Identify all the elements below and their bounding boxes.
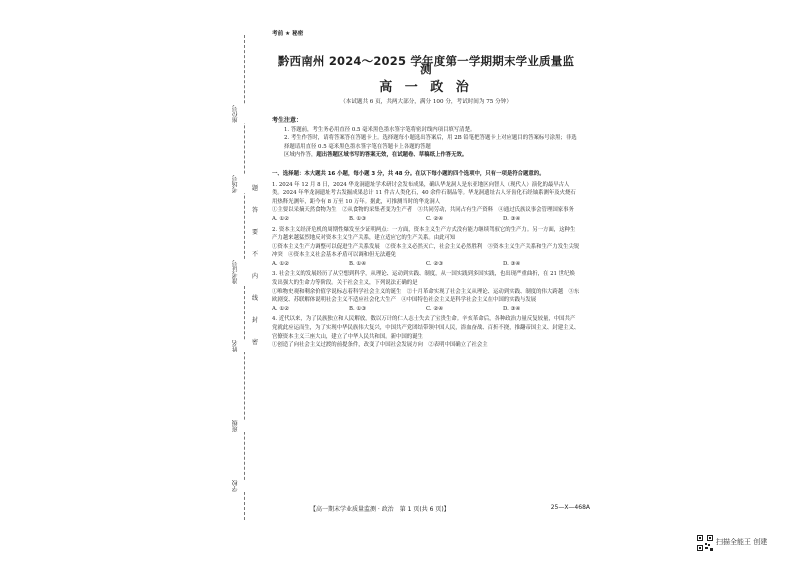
option-c: C. ②④ (426, 305, 444, 312)
answer-options (272, 305, 580, 314)
notice-block (272, 117, 580, 160)
footer-page-info: 【高一期末学业质量监测 · 政治 第 1 页(共 6 页)】 (310, 506, 450, 513)
option-a: A. ①② (272, 305, 289, 312)
exam-room-label: 考场号 (232, 175, 256, 193)
seal-warning (249, 180, 261, 360)
seal-char: 封 (251, 317, 258, 324)
seat-number-label: 座位号 (232, 105, 256, 123)
question-choices: ①唯物史观和剩余价值学说标志着科学社会主义的诞生 ②十月革命实现了社会主义从理论、运动到实践、制度的伟大跨越 ③东欧剧变、苏联解体说明社会主义不适应社会化大生产 ④中国特色社会主义是科学社会主义在中国的实践与发展 (272, 288, 580, 304)
seal-char: 不 (251, 251, 258, 258)
option-c: C. ②④ (426, 215, 444, 222)
scanner-watermark: 扫描全能王 创建 (716, 538, 768, 546)
question-2 (272, 226, 580, 269)
option-a: A. ①② (272, 260, 289, 267)
seal-char: 密 (251, 339, 258, 346)
section-heading: 一、选择题：本大题共 16 小题，每小题 3 分，共 48 分。在以下每小题的四个选项中，只有一项是符合题意的。 (272, 170, 545, 177)
answer-options (272, 215, 580, 224)
option-a: A. ①② (272, 215, 289, 222)
confidential-badge: 考前 ★ 秘密 (272, 31, 304, 37)
notice-emphasis: 超出答题区域书写的答案无效，在试题卷、草稿纸上作答无效。 (316, 152, 468, 159)
question-stem: 4. 近代以来，为了民族独立和人民解放，数以万计的仁人志士失去了宝贵生命。辛亥革命后，各种政治力量反复较量，中国共产党就此应运而生，为了实现中华民族伟大复兴，中国共产党团结带领中国人民，浴血奋战、百折不挠，推翻帝国主义、封建主义、官僚资本主义三座大山，建立了中华人民共和国。新中国的诞生 (272, 316, 580, 340)
notice-heading: 考生注意： (272, 116, 303, 124)
notice-item: 2. 考生作答时，请将答案答在答题卡上。选择题每小题选出答案后，用 2B 铅笔把答题卡上对应题目的答案标号涂黑；非选择题请用直径 0.5 毫米黑色墨水签字笔在答题卡上各题的答题 (284, 135, 577, 150)
seal-char: 题 (251, 185, 258, 192)
seal-char: 答 (251, 207, 258, 214)
option-b: B. ①③ (349, 215, 367, 222)
notice-item (284, 151, 580, 160)
option-d: D. ③④ (503, 215, 521, 222)
option-b: B. ①③ (349, 305, 367, 312)
seal-char: 要 (251, 229, 258, 236)
question-stem: 3. 社会主义的发展经历了从空想到科学，从理论、运动到实践、制度，从一国实践到多国实践，也出现严重曲折，在 21 世纪焕发出强大的生命力等阶段。关于社会主义，下列说法正确的是 (272, 271, 575, 287)
option-b: B. ①④ (349, 260, 367, 267)
name-label: 姓名 (232, 340, 256, 352)
option-c: C. ②③ (426, 260, 444, 267)
exam-meta: （本试题共 6 页，共两大部分，满分 100 分，考试时间为 75 分钟） (340, 99, 512, 106)
answer-options (272, 260, 580, 269)
footer-code: 25—X—468A (550, 504, 590, 511)
qr-code-icon (697, 535, 713, 551)
notice-item: 1. 答题前，考生务必用直径 0.5 毫米黑色墨水签字笔将密封线内项目填写清楚。 (284, 126, 476, 133)
question-choices: ①主要以采摘天然食物为生 ②从食物的采集者变为生产者 ③共同劳动，共同占有生产资料 ④通过氏族议事会管理国家事务 (272, 207, 574, 214)
question-3 (272, 270, 580, 313)
question-4 (272, 315, 580, 349)
question-stem: 2. 资本主义经济危机的周期性爆发至少证明两点：一方面，资本主义生产方式没有能力继续驾驭它的生产力。另一方面，这种生产力越来越猛烈地反对资本主义生产关系，建立适应它的生产关系。由此可知 (272, 226, 576, 242)
subject-title: 高 一 政 治 (379, 79, 473, 95)
option-d: D. ③④ (503, 260, 521, 267)
seal-char: 线 (251, 295, 258, 302)
seal-char: 内 (251, 273, 258, 280)
question-stem: 1. 2024 年 12 月 8 日，2024 华龙洞遗址学术研讨会发布成果，确认华龙洞人是东亚地区向智人（现代人）演化的最早古人类。2024 年华龙洞遗址考古发掘成果总计 11 件古人类化石，40 余件石制品等。华龙洞遗址古人牙齿化石经铀系测年及火烧石用热释光测年，距今有 8 万至 10 万年。据此，可推测当时的华龙洞人 (272, 181, 576, 205)
question-choices: ①资本主义生产力调整可以促进生产关系发展 ②资本主义必然灭亡，社会主义必然胜利 ③资本主义生产关系和生产力发生尖锐冲突 ④资本主义社会基本矛盾可以调和但无法避免 (272, 243, 580, 259)
school-label: 学校 (232, 480, 256, 492)
notice-item-start: 区域内作答， (284, 152, 317, 159)
class-label: 班级 (232, 420, 256, 432)
exam-title: 黔西南州 2024～2025 学年度第一学期期末学业质量监测 (277, 53, 575, 77)
question-1 (272, 181, 580, 224)
option-d: D. ③④ (503, 305, 521, 312)
page-footer (310, 504, 590, 513)
admission-number-label: 准考证号 (232, 260, 256, 284)
exam-content (272, 30, 580, 350)
question-choices: ①创造了向社会主义过渡的前提条件，改变了中国社会发展方向 ②表明中国确立了社会主 (272, 342, 488, 349)
